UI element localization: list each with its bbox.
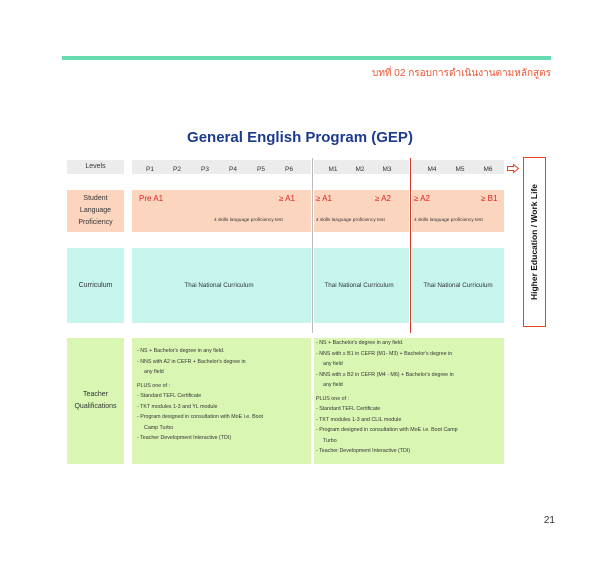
qualification-line: - TKT modules 1-3 and CLIL module xyxy=(316,416,402,423)
curriculum-label-cell xyxy=(67,248,124,323)
level-p4: P4 xyxy=(229,166,237,173)
qualification-line: - NS + Bachelor's degree in any field. xyxy=(316,340,404,346)
proficiency-upper-note: 4 skills language proficiency test xyxy=(414,218,483,223)
level-p2: P2 xyxy=(173,166,181,173)
level-m3: M3 xyxy=(382,166,392,173)
side-label: Higher Education / Work Life xyxy=(529,183,540,301)
side-label-wrapper xyxy=(523,157,546,327)
proficiency-lower-start: ≥ A1 xyxy=(316,194,332,203)
curriculum-upper-secondary: Thai National Curriculum xyxy=(423,282,493,289)
qualification-line: - Program designed in consultation with MoE i.e. Boot xyxy=(137,414,264,420)
qualification-line: - NNS with ≥ B2 in CEFR (M4 - M6) + Bachelor's degree in xyxy=(316,371,454,378)
proficiency-label-line: Proficiency xyxy=(78,219,113,226)
qualification-line: - Standard TEFL Certificate xyxy=(316,406,381,412)
qualification-line: PLUS one of : xyxy=(316,395,349,402)
levels-label-cell xyxy=(67,160,124,174)
levels-row xyxy=(132,160,504,174)
qualification-line: - Teacher Development Interactive (TDI) xyxy=(137,435,232,441)
qualification-line: Turbo xyxy=(323,437,337,444)
divider-lower-upper-line xyxy=(410,158,411,333)
level-p6: P6 xyxy=(285,166,293,173)
qualification-line: any field xyxy=(144,369,164,375)
proficiency-label-line: Student xyxy=(83,195,108,202)
program-title: General English Program (GEP) xyxy=(187,129,413,146)
curriculum-primary: Thai National Curriculum xyxy=(184,282,254,289)
proficiency-primary-note: 4 skills language proficiency test xyxy=(214,218,283,223)
teacher-qualifications-primary xyxy=(137,346,263,444)
proficiency-lower-note: 4 skills language proficiency test xyxy=(316,218,385,223)
proficiency-upper-start: ≥ A2 xyxy=(414,194,430,203)
level-p3: P3 xyxy=(201,166,209,173)
level-m4: M4 xyxy=(427,166,437,173)
qualification-line: - NNS with A2 in CEFR + Bachelor's degree in xyxy=(137,358,246,365)
page-number: 21 xyxy=(543,515,555,526)
chapter-title: บทที่ 02 กรอบการดำเนินงานตามหลักสูตร xyxy=(371,68,551,79)
proficiency-label-cell xyxy=(67,190,124,232)
proficiency-label-line: Language xyxy=(79,207,112,214)
qualification-line: any field xyxy=(323,382,343,388)
arrow-right-icon xyxy=(507,164,519,173)
level-m6: M6 xyxy=(483,166,493,173)
proficiency-primary-start: Pre A1 xyxy=(139,194,164,203)
curriculum-label: Curriculum xyxy=(78,281,113,289)
level-m2: M2 xyxy=(355,166,365,173)
divider-primary-secondary-line xyxy=(312,158,313,333)
teacher-label-cell xyxy=(67,338,124,464)
level-m1: M1 xyxy=(328,166,338,173)
qualification-line: Camp Turbo xyxy=(144,424,174,431)
qualification-line: - Teacher Development Interactive (TDI) xyxy=(316,448,411,454)
level-p1: P1 xyxy=(146,166,154,173)
qualification-line: - TKT modules 1-3 and YL module xyxy=(137,403,218,410)
qualification-line: PLUS one of : xyxy=(137,382,170,389)
proficiency-lower-end: ≥ A2 xyxy=(375,194,391,203)
proficiency-primary-end: ≥ A1 xyxy=(279,194,295,203)
levels-label: Levels xyxy=(85,163,106,170)
qualification-line: - Program designed in consultation with MoE i.e. Boot Camp xyxy=(316,427,458,433)
header-rule xyxy=(62,56,551,60)
teacher-label-line: Qualifications xyxy=(74,403,117,410)
qualification-line: - Standard TEFL Certificate xyxy=(137,393,202,399)
level-p5: P5 xyxy=(257,166,265,173)
qualification-line: - NNS with ≥ B1 in CEFR (M1- M3) + Bachelor's degree in xyxy=(316,350,453,357)
qualification-line: any field xyxy=(323,361,343,367)
teacher-qualifications-secondary xyxy=(316,338,458,457)
proficiency-upper-end: ≥ B1 xyxy=(481,194,498,203)
curriculum-lower-secondary: Thai National Curriculum xyxy=(324,282,394,289)
level-m5: M5 xyxy=(455,166,465,173)
qualification-line: - NS + Bachelor's degree in any field. xyxy=(137,348,225,354)
teacher-label-line: Teacher xyxy=(83,391,108,398)
